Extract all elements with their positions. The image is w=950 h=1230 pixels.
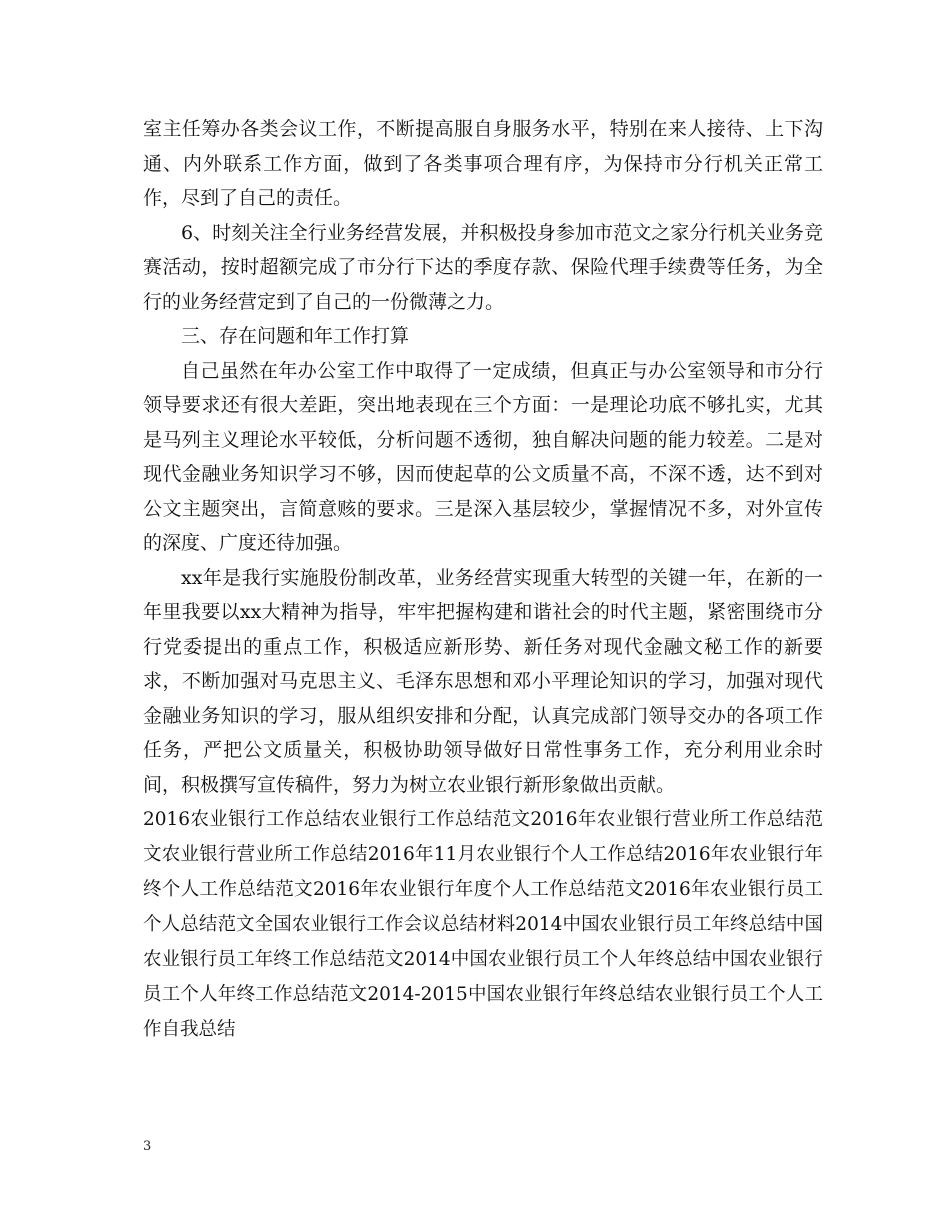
- section-heading: 三、存在问题和年工作打算: [181, 325, 410, 347]
- related-articles-text: 2016农业银行工作总结农业银行工作总结范文2016年农业银行营业所工作总结范文农业银行营业所工作总结2016年11月农业银行个人工作总结2016年农业银行年终个人工作总结范文2016年农业银行年度个人工作总结范文2016年农业银行员工个人总结范文全国农业银行工作会议总结材料2014中国农业银行员工年终总结中国农业银行员工年终工作总结范文2014中国农业银行员工个人年终总结中国农业银行员工个人年终工作总结范文2014-2015中国农业银行年终总结农业银行员工个人工作自我总结: [143, 809, 823, 1040]
- page-number: 3: [143, 1139, 152, 1154]
- paragraph-3: 自己虽然在年办公室工作中取得了一定成绩，但真正与办公室领导和市分行领导要求还有很大差距，突出地表现在三个方面：一是理论功底不够扎实，尤其是马列主义理论水平较低，分析问题不透彻，独自解决问题的能力较差。二是对现代金融业务知识学习不够，因而使起草的公文质量不高，不深不透，达不到对公文主题突出，言简意赅的要求。三是深入基层较少，掌握情况不多，对外宣传的深度、广度还待加强。: [143, 359, 823, 554]
- document-body: [143, 112, 823, 1047]
- paragraph-2: 6、时刻关注全行业务经营发展，并积极投身参加市范文之家分行机关业务竞赛活动，按时超额完成了市分行下达的季度存款、保险代理手续费等任务，为全行的业务经营定到了自己的一份微薄之力。: [143, 221, 823, 313]
- paragraph-4: xx年是我行实施股份制改革，业务经营实现重大转型的关键一年，在新的一年里我要以xx大精神为指导，牢牢把握构建和谐社会的时代主题，紧密围绕市分行党委提出的重点工作，积极适应新形势、新任务对现代金融文秘工作的新要求，不断加强对马克思主义、毛泽东思想和邓小平理论知识的学习，加强对现代金融业务知识的学习，服从组织安排和分配，认真完成部门领导交办的各项工作任务，严把公文质量关，积极协助领导做好日常性事务工作，充分利用业余时间，积极撰写宣传稿件，努力为树立农业银行新形象做出贡献。: [143, 566, 823, 796]
- paragraph-1: 室主任筹办各类会议工作，不断提高服自身服务水平，特别在来人接待、上下沟通、内外联系工作方面，做到了各类事项合理有序，为保持市分行机关正常工作，尽到了自己的责任。: [143, 118, 823, 209]
